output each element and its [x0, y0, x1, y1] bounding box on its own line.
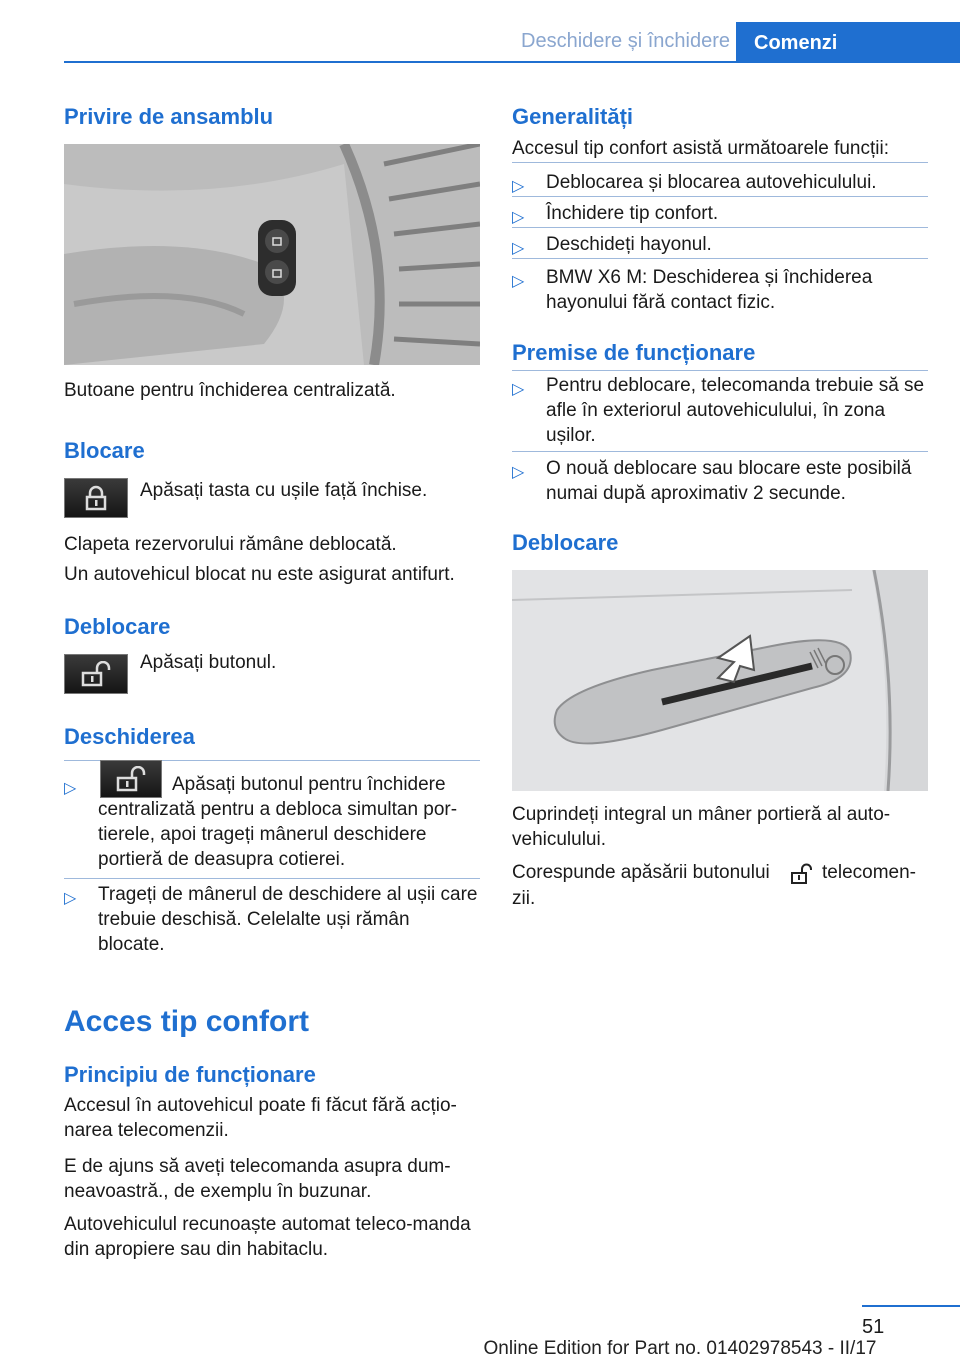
list-item	[512, 170, 928, 195]
separator	[512, 370, 928, 371]
prereq-bullet-1: Pentru deblocare, telecomanda trebuie să se afle în exteriorul autovehiculului, în zona ușilor.	[546, 375, 925, 446]
overview-caption: Butoane pentru închiderea centralizată.	[64, 380, 396, 401]
unlock-comfort-heading: Deblocare	[512, 530, 619, 555]
unlock-icon	[64, 654, 128, 694]
general-bullet-1: Deblocarea și blocarea autovehiculului.	[546, 172, 877, 193]
separator	[512, 196, 928, 197]
triangle-bullet-icon: ▷	[512, 464, 525, 481]
general-bullet-2: Închidere tip confort.	[546, 203, 719, 224]
general-heading: Generalități	[512, 104, 634, 129]
unlock-icon	[790, 862, 814, 886]
triangle-bullet-icon: ▷	[512, 209, 525, 226]
prereq-heading: Premise de funcționare	[512, 340, 756, 365]
triangle-bullet-icon: ▷	[512, 178, 525, 195]
list-item	[512, 373, 928, 451]
separator	[64, 878, 480, 879]
list-item	[512, 201, 928, 226]
triangle-bullet-icon: ▷	[64, 780, 77, 797]
triangle-bullet-icon: ▷	[512, 240, 525, 257]
separator	[512, 227, 928, 228]
list-item	[512, 232, 928, 257]
unlock-comfort-paragraph-2a: Corespunde apăsării butonului	[512, 862, 770, 883]
lock-note-2: Un autovehicul blocat nu este asigurat antifurt.	[64, 564, 455, 585]
overview-heading: Privire de ansamblu	[64, 104, 274, 129]
opening-bullet-1: Apăsați butonul pentru închidere centralizată pentru a debloca simultan por-tierele, apoi trageți mânerul deschidere portieră de deasupra cotierei.	[98, 774, 458, 870]
triangle-bullet-icon: ▷	[512, 273, 525, 290]
lock-heading: Blocare	[64, 438, 145, 463]
unlock-heading: Deblocare	[64, 614, 171, 639]
opening-heading: Deschiderea	[64, 724, 195, 749]
general-bullet-4: BMW X6 M: Deschiderea și închiderea hayonului fără contact fizic.	[546, 267, 873, 313]
lock-icon	[64, 478, 128, 518]
header-section-title: Deschidere și închidere	[521, 30, 730, 52]
principle-paragraph-1: Accesul în autovehicul poate fi făcut fără acțio-narea telecomenzii.	[64, 1095, 457, 1141]
general-intro: Accesul tip confort asistă următoarele funcții:	[512, 138, 890, 159]
list-item	[64, 772, 480, 882]
list-item	[512, 456, 928, 508]
lock-instruction: Apăsați tasta cu ușile față închise.	[140, 480, 428, 501]
principle-paragraph-2: E de ajuns să aveți telecomanda asupra dum-neavoastră., de exemplu în buzunar.	[64, 1156, 451, 1202]
lock-note-1: Clapeta rezervorului rămâne deblocată.	[64, 534, 397, 555]
page-number: 51	[862, 1316, 885, 1338]
triangle-bullet-icon: ▷	[64, 890, 77, 907]
header-rule	[64, 61, 960, 63]
unlock-instruction: Apăsați butonul.	[140, 652, 277, 673]
door-handle-photo	[512, 570, 928, 791]
principle-heading: Principiu de funcționare	[64, 1062, 316, 1087]
triangle-bullet-icon: ▷	[512, 381, 525, 398]
general-bullet-3: Deschideți hayonul.	[546, 234, 712, 255]
header-chapter-tab: Comenzi	[736, 22, 960, 62]
list-item	[512, 265, 928, 317]
door-lock-buttons-photo	[64, 144, 480, 365]
separator	[512, 162, 928, 163]
opening-bullet-2: Trageți de mânerul de deschidere al ușii care trebuie deschisă. Celelalte uși rămân blocate.	[98, 884, 478, 955]
footer-edition: Online Edition for Part no. 01402978543 - II/17	[483, 1338, 877, 1359]
principle-paragraph-3: Autovehiculul recunoaște automat teleco-manda din apropiere sau din habitaclu.	[64, 1214, 471, 1260]
comfort-access-heading: Acces tip confort	[64, 1005, 310, 1038]
footer-rule	[862, 1305, 960, 1307]
list-item	[64, 882, 480, 962]
unlock-comfort-paragraph-2b-line1: telecomen-	[822, 862, 916, 883]
separator	[512, 258, 928, 259]
unlock-comfort-paragraph-2b-line2: zii.	[512, 888, 536, 909]
prereq-bullet-2: O nouă deblocare sau blocare este posibilă numai după aproximativ 2 secunde.	[546, 458, 912, 504]
unlock-comfort-paragraph-1: Cuprindeți integral un mâner portieră al auto-vehiculului.	[512, 804, 891, 850]
separator	[512, 451, 928, 452]
